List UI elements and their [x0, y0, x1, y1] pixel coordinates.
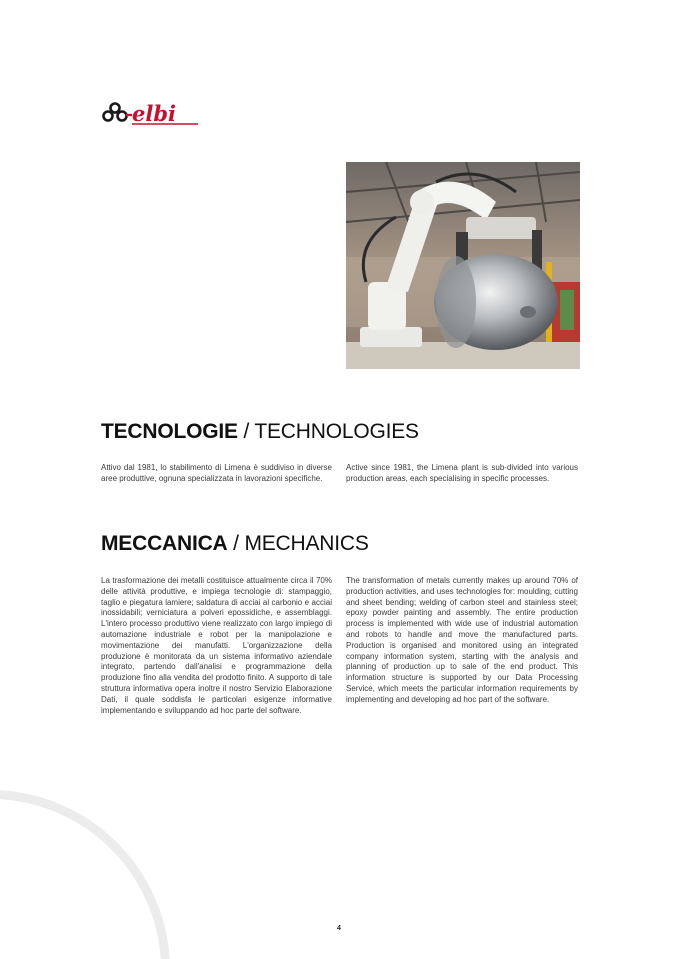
section-heading-mechanics: [101, 533, 369, 554]
robot-arm-photo: [346, 162, 580, 369]
technologies-text-english: Active since 1981, the Limena plant is sub-divided into various production areas, each specialising in specific processes.: [346, 463, 578, 483]
page-number: 4: [337, 925, 341, 932]
heading-english: TECHNOLOGIES: [254, 420, 419, 443]
heading-italian: MECCANICA: [101, 532, 228, 555]
heading-italian: TECNOLOGIE: [101, 420, 238, 443]
mechanics-text-italian: La trasformazione dei metalli costituisce attualmente circa il 70% delle attività produttive, e impiega tecnologie di: stampaggio, taglio e piegatura lamiere; saldatura di acciai al carbonio e acciai inossidabili; verniciatura a polveri epossidiche, e assemblaggi. L'intero processo produttivo viene realizzato con largo impiego di automazione industriale e robot per la manipolazione e movimentazione dei manufatti. L'organizzazione della produzione è monitorata da un sistema informativo aziendale integrato, partendo dall'analisi e programmazione della produzione fino alla vendita del prodotto finito. A supporto di tale struttura informativa opera inoltre il nostro Servizio Elaborazione Dati, il quale soddisfa le particolari esigenze informative implementando e sviluppando ad hoc parte del software.: [101, 576, 332, 715]
heading-separator: /: [237, 420, 255, 443]
heading-english: MECHANICS: [244, 532, 369, 555]
decorative-arc: [0, 790, 170, 959]
section-heading-technologies: [101, 421, 419, 442]
mechanics-text-english: The transformation of metals currently makes up around 70% of production activities, and uses technologies for: moulding, cutting and sheet bending; welding of carbon steel and stainless steel; epoxy powder painting and assembly. The entire production process is implemented with wide use of industrial automation and robots to handle and move the manufactured parts. Production is organised and monitored using an integrated company information system, starting with the analysis and planning of production up to sale of the end product. This information structure is supported by our Data Processing Service, which meets the particular information requirements by implementing and developing ad hoc part of the software.: [346, 576, 578, 704]
industrial-robot-arm-icon: [346, 162, 580, 369]
elbi-logo: [101, 96, 201, 128]
technologies-text-italian: Attivo dal 1981, lo stabilimento di Limena è suddiviso in diverse aree produttive, ognuna specializzata in lavorazioni specifiche.: [101, 463, 332, 483]
heading-separator: /: [227, 532, 245, 555]
svg-text:elbi: elbi: [132, 101, 176, 126]
